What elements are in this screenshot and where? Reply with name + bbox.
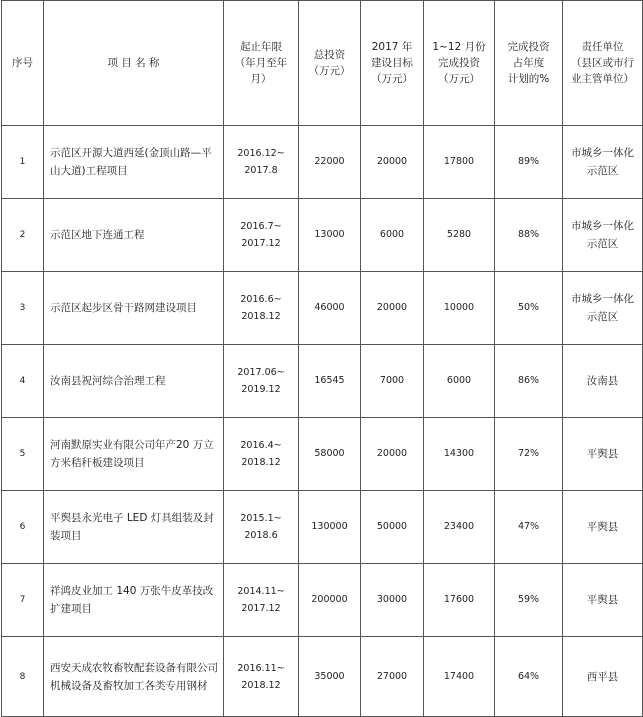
header-name: 项 目 名 称 [44,1,224,126]
row-period: 2016.11~ 2018.12 [224,637,299,717]
row-target: 30000 [361,564,424,637]
row-period: 2015.1~ 2018.6 [224,491,299,564]
row-project-name-text: 示范区地下连通工程 [50,229,145,241]
row-no: 3 [2,272,44,345]
row-completed: 10000 [424,272,495,345]
row-project-name-text: 示范区开源大道西延(金顶山路—平山大道)工程项目 [50,147,212,177]
row-no: 5 [2,418,44,491]
row-project-name [44,637,224,717]
row-target: 20000 [361,272,424,345]
table-row [2,418,643,491]
investment-table-container [1,0,643,717]
row-pct: 86% [495,345,563,418]
row-target: 27000 [361,637,424,717]
row-pct: 64% [495,637,563,717]
row-period: 2014.11~ 2017.12 [224,564,299,637]
row-target: 20000 [361,126,424,199]
row-project-name-text: 河南默原实业有限公司年产20 万立方米秸秆板建设项目 [50,439,214,469]
row-target: 20000 [361,418,424,491]
row-pct: 50% [495,272,563,345]
table-row [2,564,643,637]
row-unit [563,491,643,564]
row-project-name [44,418,224,491]
row-project-name [44,272,224,345]
row-completed: 23400 [424,491,495,564]
table-row [2,345,643,418]
row-target: 6000 [361,199,424,272]
row-period: 2016.12~ 2017.8 [224,126,299,199]
row-target: 7000 [361,345,424,418]
row-total: 58000 [299,418,361,491]
table-row [2,637,643,717]
row-unit-text: 市城乡一体化示范区 [571,293,634,323]
header-completed: 1~12 月份 完成投资 （万元） [424,1,495,126]
row-project-name [44,491,224,564]
row-completed: 14300 [424,418,495,491]
row-total: 46000 [299,272,361,345]
row-unit [563,564,643,637]
table-row [2,272,643,345]
row-completed: 17800 [424,126,495,199]
row-period: 2016.4~ 2018.12 [224,418,299,491]
table-row [2,126,643,199]
row-unit-text: 平舆县 [586,448,619,460]
row-completed: 17600 [424,564,495,637]
row-pct: 59% [495,564,563,637]
row-total: 200000 [299,564,361,637]
row-unit-text: 市城乡一体化示范区 [571,220,634,250]
row-pct: 47% [495,491,563,564]
row-project-name-text: 汝南县祝河综合治理工程 [50,375,166,387]
row-unit [563,126,643,199]
table-row [2,199,643,272]
row-no: 4 [2,345,44,418]
row-period: 2016.6~ 2018.12 [224,272,299,345]
header-unit: 责任单位 （县区或市行 业主管单位） [563,1,643,126]
row-pct: 72% [495,418,563,491]
row-project-name [44,126,224,199]
row-unit [563,272,643,345]
table-row [2,491,643,564]
header-period: 起止年限 （年月至年月） [224,1,299,126]
row-no: 1 [2,126,44,199]
row-no: 8 [2,637,44,717]
row-project-name-text: 祥鸿皮业加工 140 万张牛皮革技改扩建项目 [50,585,214,615]
row-unit [563,637,643,717]
header-target: 2017 年 建设目标 （万元） [361,1,424,126]
row-project-name-text: 西安天成农牧畜牧配套设备有限公司机械设备及畜牧加工各类专用钢材 [50,661,218,692]
row-unit-text: 市城乡一体化示范区 [571,147,634,177]
row-unit-text: 汝南县 [586,375,619,387]
header-no: 序号 [2,1,44,126]
row-completed: 6000 [424,345,495,418]
investment-table [1,0,643,717]
row-project-name-text: 平舆县永光电子 LED 灯具组装及封装项目 [50,512,214,542]
row-completed: 17400 [424,637,495,717]
row-period: 2016.7~ 2017.12 [224,199,299,272]
row-no: 2 [2,199,44,272]
row-total: 16545 [299,345,361,418]
row-unit-text: 平舆县 [586,594,619,606]
row-period: 2017.06~ 2019.12 [224,345,299,418]
row-completed: 5280 [424,199,495,272]
row-project-name-text: 示范区起步区骨干路网建设项目 [50,302,197,314]
row-pct: 88% [495,199,563,272]
row-project-name [44,199,224,272]
row-pct: 89% [495,126,563,199]
row-no: 6 [2,491,44,564]
row-total: 13000 [299,199,361,272]
row-total: 22000 [299,126,361,199]
row-no: 7 [2,564,44,637]
header-total: 总投资 （万元） [299,1,361,126]
row-unit [563,199,643,272]
row-project-name [44,345,224,418]
row-target: 50000 [361,491,424,564]
row-unit [563,418,643,491]
header-pct: 完成投资 占年度 计划的% [495,1,563,126]
row-total: 35000 [299,637,361,717]
header-row [2,1,643,126]
row-unit-text: 平舆县 [586,521,619,533]
row-unit [563,345,643,418]
row-project-name [44,564,224,637]
row-total: 130000 [299,491,361,564]
row-unit-text: 西平县 [586,670,619,683]
